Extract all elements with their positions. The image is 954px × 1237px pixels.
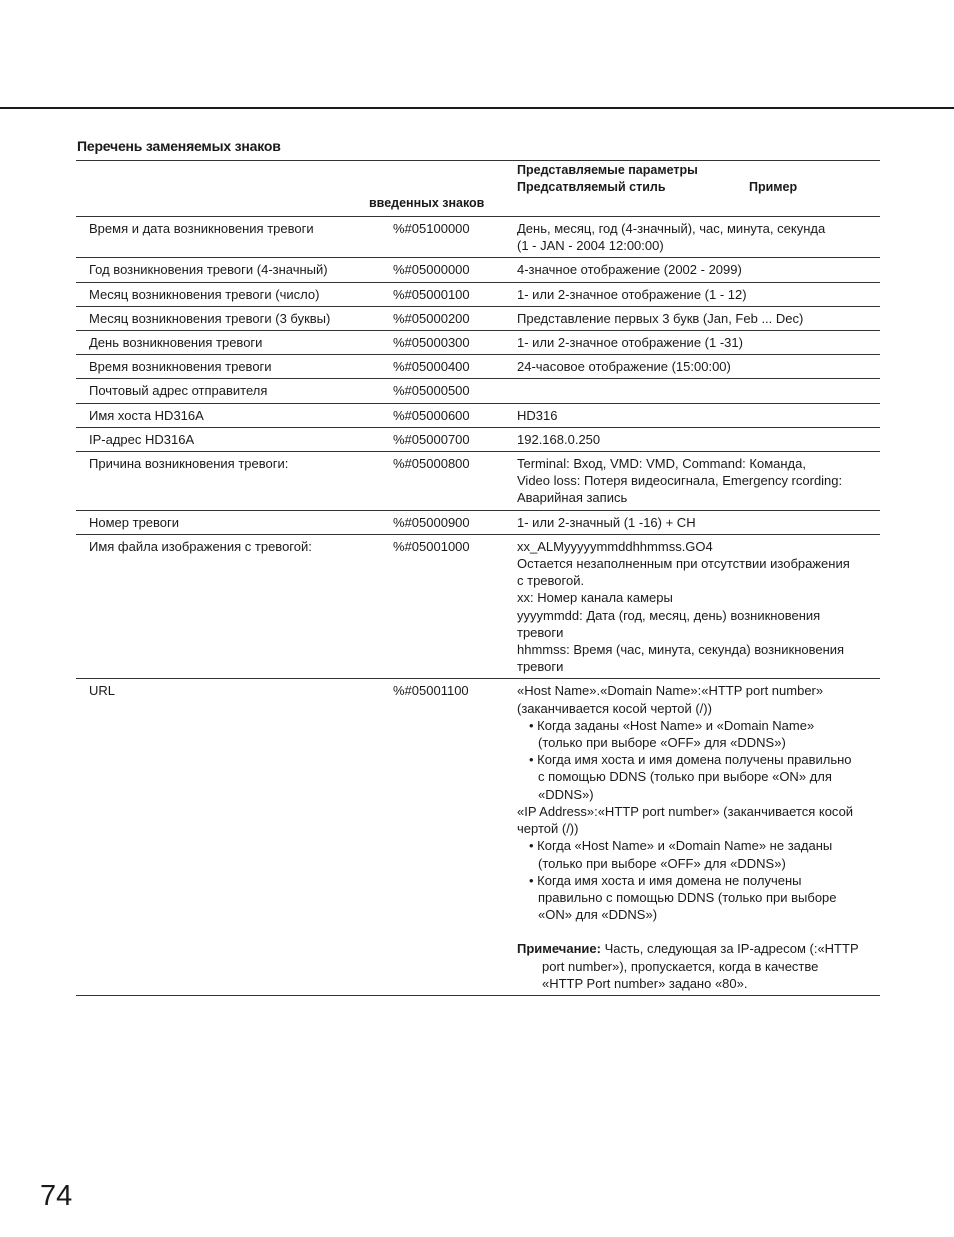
row-description bbox=[504, 379, 880, 402]
url-line: (заканчивается косой чертой (/)) bbox=[517, 700, 712, 716]
note-label: Примечание: bbox=[517, 941, 601, 957]
row-description bbox=[504, 283, 880, 306]
table-row-url bbox=[76, 679, 880, 995]
description-line: Остается незаполненным при отсутствии изображения bbox=[517, 556, 850, 572]
table-header bbox=[76, 161, 880, 217]
row-description bbox=[504, 307, 880, 330]
note-cont: «HTTP Port number» задано «80». bbox=[542, 975, 748, 991]
row-code: %#05001100 bbox=[393, 683, 469, 699]
table-row bbox=[76, 355, 880, 379]
row-description bbox=[504, 679, 880, 994]
url-bullet: • Когда имя хоста и имя домена не получены bbox=[529, 872, 802, 888]
table-row bbox=[76, 404, 880, 428]
top-rule bbox=[0, 107, 954, 109]
description-line: 1- или 2-значный (1 -16) + CH bbox=[517, 514, 696, 530]
row-item: Месяц возникновения тревоги (3 буквы) bbox=[89, 310, 331, 326]
table-row bbox=[76, 307, 880, 331]
row-item: Имя хоста HD316A bbox=[89, 407, 204, 423]
row-code: %#05000800 bbox=[393, 456, 470, 472]
row-description bbox=[504, 355, 880, 378]
header-entered: введенных знаков bbox=[369, 196, 485, 210]
row-description bbox=[504, 258, 880, 281]
row-code: %#05000200 bbox=[393, 310, 470, 326]
url-bullet-cont: (только при выборе «OFF» для «DDNS») bbox=[538, 735, 786, 751]
section-title: Перечень заменяемых знаков bbox=[77, 138, 281, 154]
row-code: %#05000400 bbox=[393, 359, 470, 375]
row-description bbox=[504, 535, 880, 679]
row-description bbox=[504, 452, 880, 510]
row-item: URL bbox=[89, 683, 116, 699]
header-example: Пример bbox=[749, 180, 798, 194]
row-code: %#05001000 bbox=[393, 538, 470, 554]
description-line: HD316 bbox=[517, 407, 558, 423]
replacement-table bbox=[76, 160, 880, 996]
description-line: hhmmss: Время (час, минута, секунда) возникновения bbox=[517, 642, 845, 658]
row-code: %#05000900 bbox=[393, 514, 470, 530]
table-row bbox=[76, 379, 880, 403]
row-item: Номер тревоги bbox=[89, 514, 180, 530]
description-line: тревоги bbox=[517, 659, 564, 675]
row-code: %#05000300 bbox=[393, 335, 470, 351]
url-bullet-cont: (только при выборе «OFF» для «DDNS») bbox=[538, 855, 786, 871]
description-line: тревоги bbox=[517, 624, 564, 640]
row-code: %#05000100 bbox=[393, 286, 470, 302]
table-row bbox=[76, 217, 880, 258]
row-item: Почтовый адрес отправителя bbox=[89, 383, 268, 399]
note-cont: port number»), пропускается, когда в качестве bbox=[542, 958, 819, 974]
header-params: Представляемые параметры bbox=[517, 163, 698, 177]
page-number: 74 bbox=[40, 1180, 73, 1212]
url-line: «IP Address»:«HTTP port number» (заканчивается косой bbox=[517, 803, 854, 819]
row-item: IP-адрес HD316A bbox=[89, 431, 195, 447]
table-row bbox=[76, 283, 880, 307]
description-line: Terminal: Вход, VMD: VMD, Command: Команда, bbox=[517, 456, 806, 472]
description-line: 24-часовое отображение (15:00:00) bbox=[517, 359, 731, 375]
row-description bbox=[504, 404, 880, 427]
url-bullet: • Когда заданы «Host Name» и «Domain Name» bbox=[529, 717, 815, 733]
row-code: %#05000000 bbox=[393, 262, 470, 278]
table-row bbox=[76, 535, 880, 680]
header-style: Предсатвляемый стиль bbox=[517, 180, 666, 194]
description-line: Video loss: Потеря видеосигнала, Emergency rcording: bbox=[517, 473, 843, 489]
description-line: (1 - JAN - 2004 12:00:00) bbox=[517, 238, 664, 254]
url-line: чертой (/)) bbox=[517, 821, 579, 837]
row-code: %#05000500 bbox=[393, 383, 470, 399]
description-line: xx: Номер канала камеры bbox=[517, 590, 673, 606]
table-row bbox=[76, 428, 880, 452]
url-bullet-cont: правильно с помощью DDNS (только при выборе bbox=[538, 889, 837, 905]
row-description bbox=[504, 428, 880, 451]
row-description bbox=[504, 331, 880, 354]
table-body bbox=[76, 217, 880, 679]
url-bullet: • Когда имя хоста и имя домена получены правильно bbox=[529, 752, 852, 768]
description-line: День, месяц, год (4-значный), час, минута, секунда bbox=[517, 221, 826, 236]
url-bullet-cont: «ON» для «DDNS») bbox=[538, 907, 658, 923]
spacer bbox=[517, 923, 870, 940]
row-description bbox=[504, 217, 880, 257]
row-item: Причина возникновения тревоги: bbox=[89, 456, 289, 472]
note-line bbox=[517, 940, 870, 957]
url-bullet-cont: «DDNS») bbox=[538, 786, 594, 802]
table-row bbox=[76, 258, 880, 282]
row-code: %#05000600 bbox=[393, 407, 470, 423]
row-item: Время и дата возникновения тревоги bbox=[89, 221, 314, 236]
row-code: %#05100000 bbox=[393, 221, 470, 236]
description-line: yyyymmdd: Дата (год, месяц, день) возникновения bbox=[517, 607, 821, 623]
url-bullet-cont: с помощью DDNS (только при выборе «ON» для bbox=[538, 769, 832, 785]
table-row bbox=[76, 452, 880, 511]
row-item: Месяц возникновения тревоги (число) bbox=[89, 286, 320, 302]
description-line: 1- или 2-значное отображение (1 - 12) bbox=[517, 286, 747, 302]
description-line: 192.168.0.250 bbox=[517, 431, 601, 447]
description-line: 1- или 2-значное отображение (1 -31) bbox=[517, 335, 743, 351]
url-bullet: • Когда «Host Name» и «Domain Name» не заданы bbox=[529, 838, 833, 854]
row-item: День возникновения тревоги bbox=[89, 335, 263, 351]
description-line: Представление первых 3 букв (Jan, Feb ... Dec) bbox=[517, 310, 804, 326]
row-item: Время возникновения тревоги bbox=[89, 359, 272, 375]
note-text: Часть, следующая за IP-адресом (:«HTTP bbox=[600, 941, 859, 957]
row-item: Имя файла изображения с тревогой: bbox=[89, 538, 312, 554]
description-line: xx_ALMyyyyymmddhhmmss.GO4 bbox=[517, 538, 713, 554]
table-row bbox=[76, 331, 880, 355]
row-description bbox=[504, 511, 880, 534]
row-item: Год возникновения тревоги (4-значный) bbox=[89, 262, 328, 278]
url-line: «Host Name».«Domain Name»:«HTTP port number» bbox=[517, 683, 824, 699]
description-line: 4-значное отображение (2002 - 2099) bbox=[517, 262, 742, 278]
table-row bbox=[76, 511, 880, 535]
description-line: с тревогой. bbox=[517, 573, 585, 589]
row-code: %#05000700 bbox=[393, 431, 470, 447]
description-line: Аварийная запись bbox=[517, 490, 628, 506]
